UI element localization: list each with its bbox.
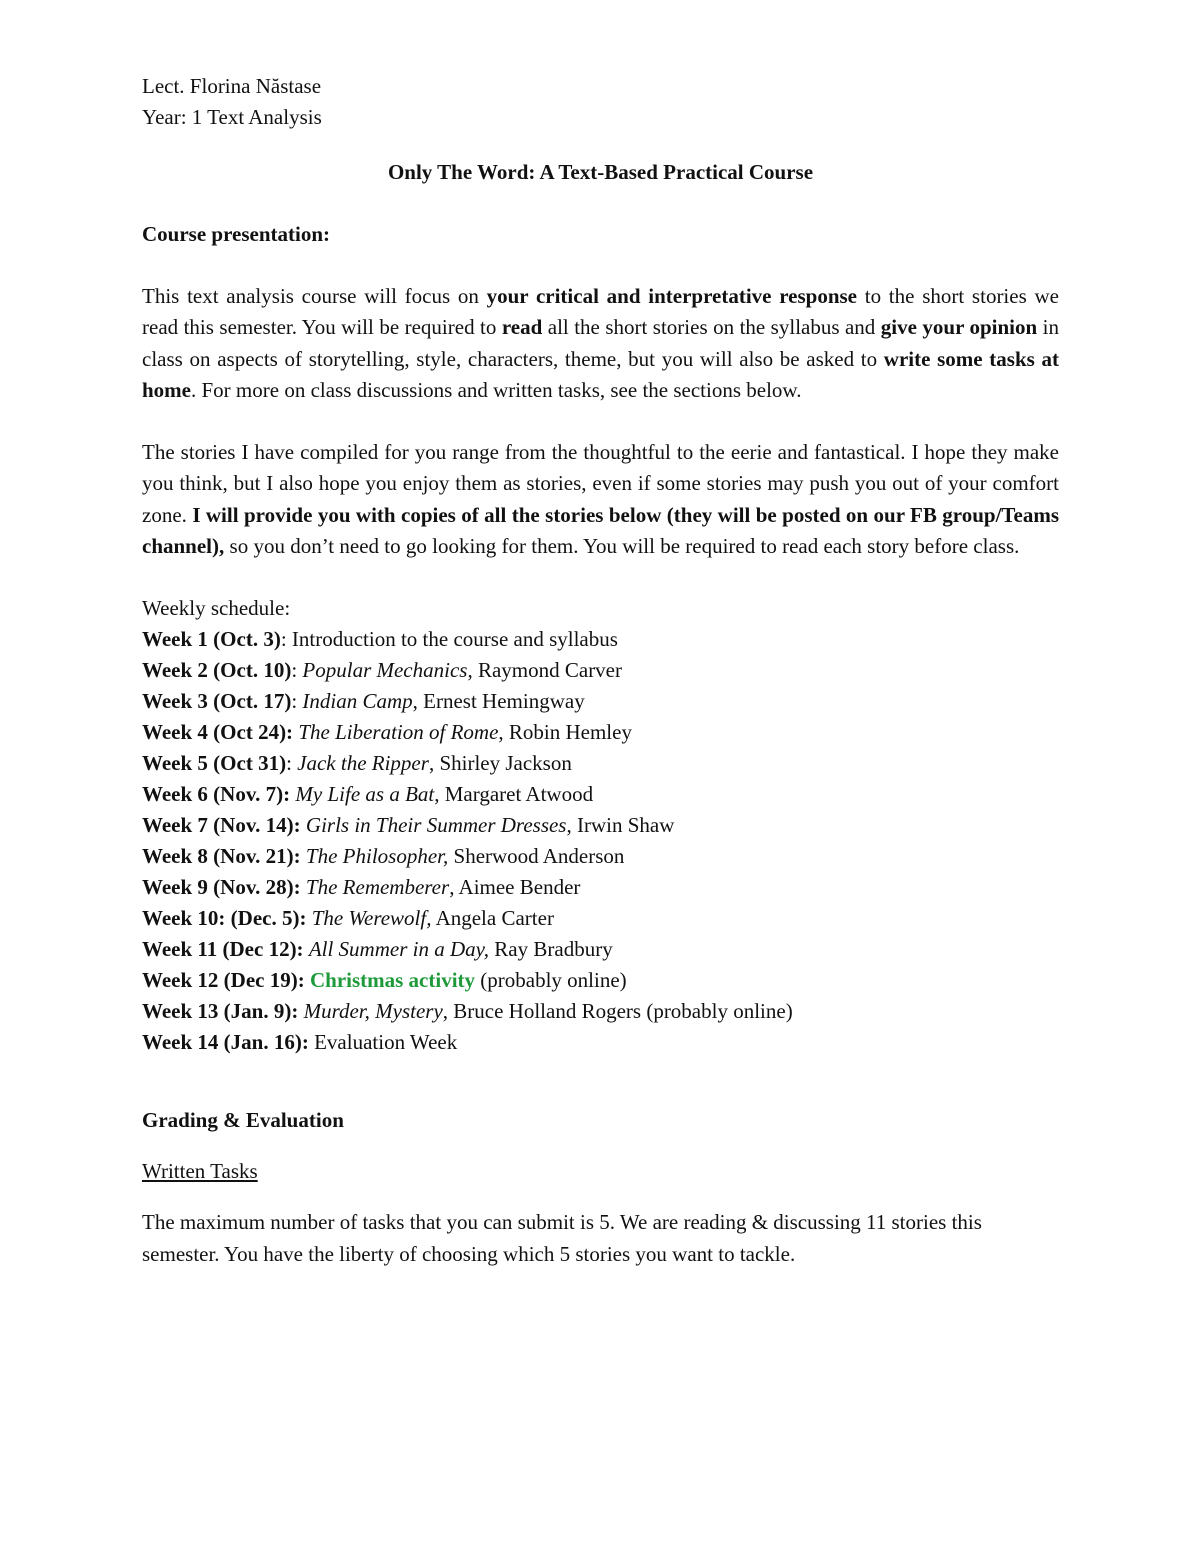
week-date: (Dec 19): bbox=[223, 968, 305, 993]
story-title: Indian Camp bbox=[302, 689, 413, 714]
p1-bold-f: give your opinion bbox=[880, 315, 1038, 340]
schedule-row bbox=[142, 1027, 1059, 1058]
story-author: (probably online) bbox=[475, 968, 627, 993]
week-date: (Dec. 5): bbox=[230, 906, 307, 931]
schedule-row bbox=[142, 748, 1059, 779]
p2-bold-b: I will provide you with copies of all the stories below (they will be posted on our FB group/Teams channel), bbox=[142, 502, 1059, 559]
story-title: The Philosopher, bbox=[305, 844, 449, 869]
p1-text-c: to the short stories we read this semester. You will be required to bbox=[142, 284, 1059, 340]
week-separator: : bbox=[291, 658, 303, 683]
story-author: , Robin Hemley bbox=[498, 720, 632, 745]
week-date: (Jan. 9): bbox=[223, 999, 299, 1024]
week-label: Week 8 bbox=[142, 844, 214, 869]
story-title: Girls in Their Summer Dresses bbox=[305, 813, 567, 838]
p2-text-a: The stories I have compiled for you range from the thoughtful to the eerie and fantastical. I hope they make you think, but I also hope you enjoy them as stories, even if some stories may push you out of your comfort zone. bbox=[142, 440, 1059, 527]
story-author: , Aimee Bender bbox=[449, 875, 581, 900]
weekly-schedule-list bbox=[142, 624, 1059, 1058]
written-tasks-label: Written Tasks bbox=[142, 1159, 258, 1184]
written-tasks-subheading bbox=[142, 1156, 1059, 1187]
week-date: (Nov. 7): bbox=[213, 782, 291, 807]
story-title: The Liberation of Rome bbox=[298, 720, 499, 745]
p1-text-g: in class on aspects of storytelling, style, characters, theme, but you will also be asked to bbox=[142, 315, 1060, 371]
week-label: Week 12 bbox=[142, 968, 224, 993]
story-author: Angela Carter bbox=[431, 906, 554, 931]
week-date: (Nov. 21): bbox=[213, 844, 301, 869]
schedule-row bbox=[142, 903, 1059, 934]
week-label: Week 3 bbox=[142, 689, 214, 714]
schedule-row bbox=[142, 624, 1059, 655]
schedule-row bbox=[142, 934, 1059, 965]
story-author: Evaluation Week bbox=[314, 1030, 458, 1055]
week-date: (Dec 12): bbox=[222, 937, 304, 962]
week-separator: : bbox=[291, 689, 303, 714]
p1-text-i: . For more on class discussions and written tasks, see the sections below. bbox=[191, 377, 802, 402]
story-title: Murder, Mystery bbox=[303, 999, 443, 1024]
schedule-row bbox=[142, 686, 1059, 717]
story-title: My Life as a Bat bbox=[295, 782, 435, 807]
week-label: Week 11 bbox=[142, 937, 223, 962]
story-title: Jack the Ripper bbox=[297, 751, 429, 776]
week-date: (Oct 31) bbox=[213, 751, 287, 776]
week-label: Week 10: bbox=[142, 906, 231, 931]
schedule-row bbox=[142, 717, 1059, 748]
schedule-row bbox=[142, 996, 1059, 1027]
week-date: (Nov. 14): bbox=[213, 813, 301, 838]
story-author: , Ernest Hemingway bbox=[412, 689, 585, 714]
week-date: (Oct. 10) bbox=[213, 658, 292, 683]
week-label: Week 13 bbox=[142, 999, 224, 1024]
schedule-row bbox=[142, 841, 1059, 872]
week-date: (Oct 24): bbox=[213, 720, 294, 745]
week-label: Week 5 bbox=[142, 751, 214, 776]
p1-bold-b: your critical and interpretative response bbox=[486, 284, 857, 308]
presentation-paragraph-1 bbox=[142, 281, 1059, 406]
story-title: The Rememberer bbox=[305, 875, 450, 900]
presentation-heading: Course presentation: bbox=[142, 222, 331, 246]
story-author: , Shirley Jackson bbox=[428, 751, 572, 776]
story-author: Introduction to the course and syllabus bbox=[291, 627, 618, 652]
p1-text-e: all the short stories on the syllabus and bbox=[542, 315, 881, 340]
highlight-activity: Christmas activity bbox=[309, 968, 476, 993]
story-title: Popular Mechanics bbox=[302, 658, 468, 683]
grading-heading: Grading & Evaluation bbox=[142, 1108, 344, 1133]
schedule-row bbox=[142, 872, 1059, 903]
story-author: , Irwin Shaw bbox=[566, 813, 675, 838]
document-page bbox=[142, 71, 1059, 1270]
grading-paragraph: The maximum number of tasks that you can submit is 5. We are reading & discussing 11 stories this semester. You have the liberty of choosing which 5 stories you want to tackle. bbox=[142, 1210, 982, 1266]
week-separator: : bbox=[286, 751, 298, 776]
p1-text-a: This text analysis course will focus on bbox=[142, 284, 487, 308]
document-title: Only The Word: A Text-Based Practical Course bbox=[387, 160, 814, 184]
week-date: (Oct. 17) bbox=[213, 689, 292, 714]
week-label: Week 4 bbox=[142, 720, 214, 745]
week-label: Week 1 bbox=[142, 627, 214, 652]
p1-bold-d: read bbox=[501, 315, 543, 340]
week-separator: : bbox=[280, 627, 292, 652]
week-label: Week 2 bbox=[142, 658, 214, 683]
week-label: Week 14 bbox=[142, 1030, 224, 1055]
schedule-row bbox=[142, 779, 1059, 810]
story-author: , Margaret Atwood bbox=[434, 782, 594, 807]
schedule-heading: Weekly schedule: bbox=[142, 596, 291, 621]
story-author: Ray Bradbury bbox=[489, 937, 613, 962]
story-author: Sherwood Anderson bbox=[448, 844, 625, 869]
week-label: Week 7 bbox=[142, 813, 214, 838]
story-title: All Summer in a Day, bbox=[308, 937, 490, 962]
p2-text-c: so you don’t need to go looking for them. You will be required to read each story before class. bbox=[224, 534, 1020, 559]
week-date: (Nov. 28): bbox=[213, 875, 301, 900]
story-author: , Raymond Carver bbox=[467, 658, 622, 683]
p1-bold-h: write some tasks at home bbox=[142, 346, 1059, 402]
week-date: (Jan. 16): bbox=[223, 1030, 309, 1055]
course-year: Year: 1 Text Analysis bbox=[142, 105, 322, 129]
week-label: Week 6 bbox=[142, 782, 214, 807]
week-label: Week 9 bbox=[142, 875, 214, 900]
schedule-row bbox=[142, 965, 1059, 996]
schedule-row bbox=[142, 810, 1059, 841]
story-title: The Werewolf, bbox=[311, 906, 432, 931]
presentation-paragraph-2 bbox=[142, 437, 1059, 562]
lecturer-name: Lect. Florina Năstase bbox=[142, 74, 322, 98]
week-date: (Oct. 3) bbox=[213, 627, 281, 652]
schedule-row bbox=[142, 655, 1059, 686]
story-author: , Bruce Holland Rogers (probably online) bbox=[442, 999, 793, 1024]
